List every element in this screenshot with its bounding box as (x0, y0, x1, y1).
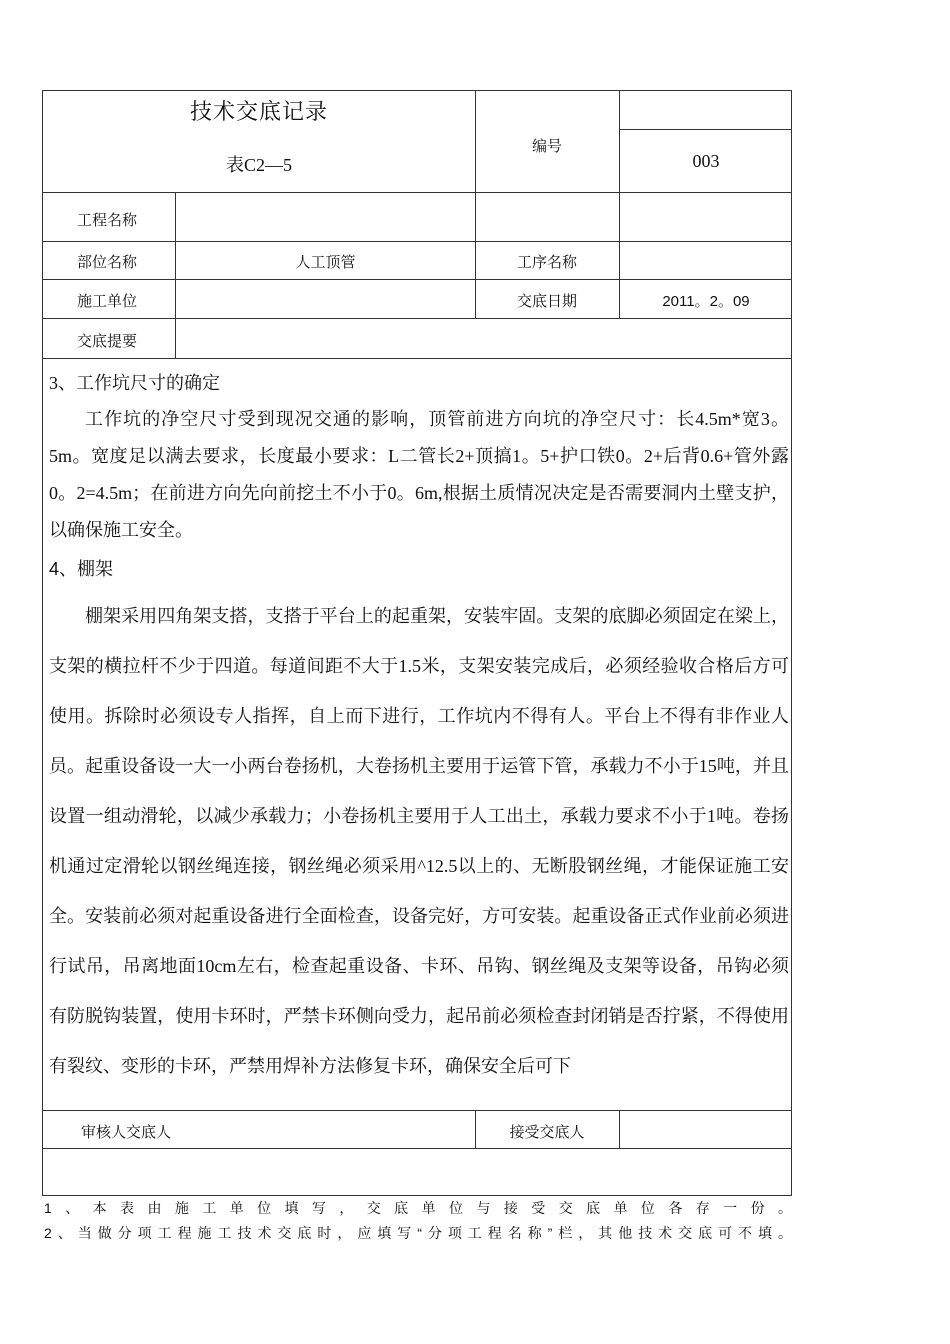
process-name-label: 工序名称 (516, 254, 577, 271)
number-value: 003 (692, 151, 720, 171)
section3-text: 工作坑的净空尺寸受到现况交通的影响，顶管前进方向坑的净空尺寸：长4.5m*宽3。5m。宽度足以满去要求，长度最小要求：L二管长2+顶搞1。5+护口铁0。2+后背0.6+管外露0。2=4.5m；在前进方向先向前挖土不小于0。6m,根据土质情况决定是否需要洞内土壁支护，以确保施工安全。 (49, 409, 789, 540)
divider (619, 1110, 620, 1148)
number-label: 编号 (531, 138, 562, 155)
divider (43, 1110, 792, 1111)
briefing-content (49, 359, 789, 1111)
receiver-label: 接受交底人 (509, 1124, 585, 1141)
technical-briefing-form (42, 90, 792, 1196)
constructor-label: 施工单位 (77, 293, 138, 310)
form-title: 技术交底记录 (189, 99, 328, 124)
divider (43, 318, 792, 319)
divider (619, 129, 792, 130)
note-1: 1、本表由施工单位填写，交底单位与接受交底单位各存一份。 (44, 1200, 792, 1216)
divider (175, 192, 176, 358)
reviewer-label: 审核人交底人 (81, 1124, 172, 1141)
note-2: 2、当做分项工程施工技术交底时，应填写“分项工程名称”栏，其他技术交底可不填。 (44, 1225, 792, 1241)
part-name-label: 部位名称 (77, 254, 138, 271)
divider (43, 241, 792, 242)
divider (43, 192, 792, 193)
divider (43, 279, 792, 280)
date-label: 交底日期 (516, 293, 577, 310)
section4-text: 棚架采用四角架支搭，支搭于平台上的起重架，安装牢固。支架的底脚必须固定在梁上，支架的横拉杆不少于四道。每道间距不大于1.5米，支架安装完成后，必须经验收合格后方可使用。拆除时必须设专人指挥，自上而下进行，工作坑内不得有人。平台上不得有非作业人员。起重设备设一大一小两台卷扬机，大卷扬机主要用于运管下管，承载力不小于15吨，并且设置一组动滑轮，以减少承载力；小卷扬机主要用于人工出土，承载力要求不小于1吨。卷扬机通过定滑轮以钢丝绳连接，钢丝绳必须采用^12.5以上的、无断股钢丝绳，才能保证施工安全。安装前必须对起重设备进行全面检查，设备完好，方可安装。起重设备正式作业前必须进行试吊，吊离地面10cm左右，检查起重设备、卡环、吊钩、钢丝绳及支架等设备，吊钩必须有防脱钩装置，使用卡环时，严禁卡环侧向受力，起吊前必须检查封闭销是否拧紧，不得使用有裂纹、变形的卡环，严禁用焊补方法修复卡环，确保安全后可下 (49, 606, 789, 1076)
summary-label: 交底提要 (77, 333, 138, 350)
divider (619, 91, 620, 318)
project-name-label: 工程名称 (77, 212, 138, 229)
divider (475, 91, 476, 318)
form-code: 表C2—5 (225, 155, 292, 175)
section4-heading: 4、棚架 (49, 559, 114, 579)
divider (43, 1148, 792, 1149)
part-name-value: 人工顶管 (295, 254, 356, 271)
section3-heading: 3、工作坑尺寸的确定 (49, 373, 220, 393)
date-value: 2011。2。09 (662, 293, 750, 310)
